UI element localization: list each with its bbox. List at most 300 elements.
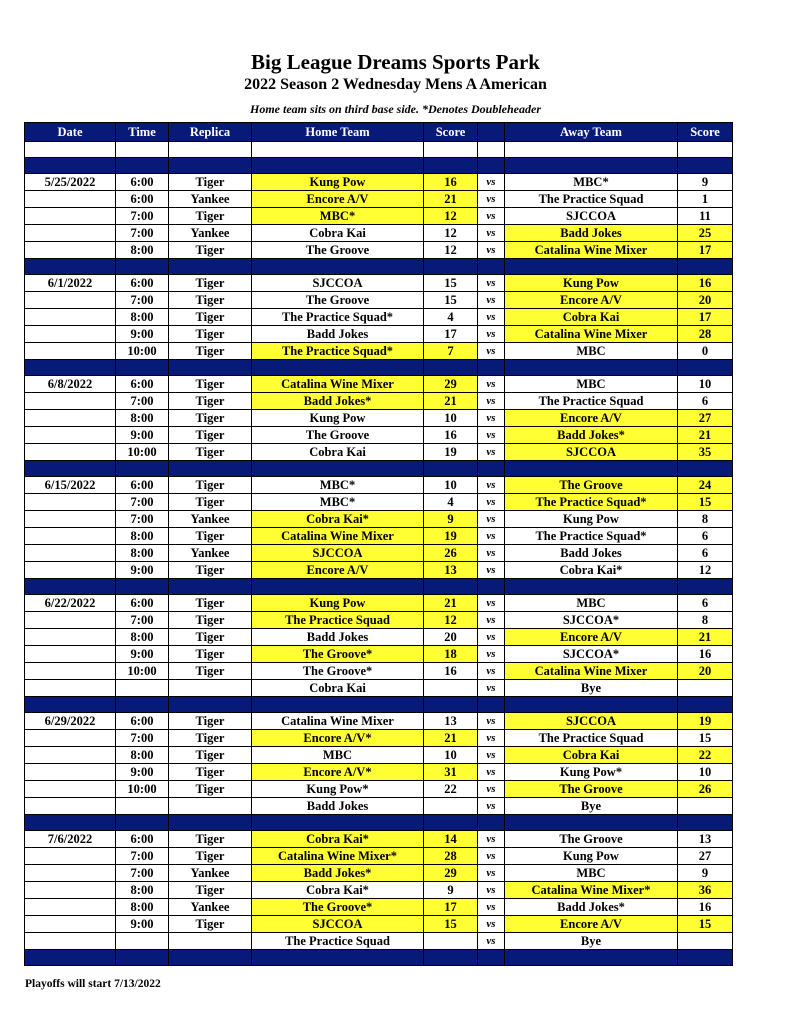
date-cell <box>25 629 116 646</box>
away-score-cell: 21 <box>678 629 733 646</box>
table-row <box>25 764 733 781</box>
spacer-cell <box>252 259 424 275</box>
time-cell: 6:00 <box>116 376 169 393</box>
table-row <box>25 646 733 663</box>
replica-cell: Tiger <box>169 309 252 326</box>
spacer-cell <box>25 697 116 713</box>
home-team-cell: MBC* <box>252 208 424 225</box>
replica-cell: Tiger <box>169 730 252 747</box>
vs-cell: vs <box>478 376 505 393</box>
home-team-cell: Encore A/V* <box>252 730 424 747</box>
time-cell: 9:00 <box>116 326 169 343</box>
date-cell <box>25 798 116 815</box>
vs-cell: vs <box>478 562 505 579</box>
away-score-cell: 15 <box>678 494 733 511</box>
date-cell <box>25 225 116 242</box>
date-cell <box>25 545 116 562</box>
home-team-cell: The Practice Squad* <box>252 343 424 360</box>
spacer-cell <box>169 158 252 174</box>
col-header-time: Time <box>116 123 169 142</box>
home-score-cell: 14 <box>424 831 478 848</box>
time-cell: 9:00 <box>116 427 169 444</box>
time-cell: 7:00 <box>116 393 169 410</box>
spacer-cell <box>505 259 678 275</box>
time-cell <box>116 933 169 950</box>
home-score-cell: 18 <box>424 646 478 663</box>
table-row <box>25 191 733 208</box>
home-team-cell: MBC <box>252 747 424 764</box>
week-divider <box>25 259 733 275</box>
spacer-cell <box>424 142 478 158</box>
home-score-cell: 12 <box>424 242 478 259</box>
home-score-cell: 16 <box>424 174 478 191</box>
away-score-cell: 13 <box>678 831 733 848</box>
table-row <box>25 326 733 343</box>
replica-cell: Tiger <box>169 764 252 781</box>
home-team-cell: Badd Jokes* <box>252 865 424 882</box>
table-row <box>25 410 733 427</box>
date-cell <box>25 292 116 309</box>
vs-cell: vs <box>478 528 505 545</box>
time-cell: 7:00 <box>116 612 169 629</box>
away-team-cell: Catalina Wine Mixer* <box>505 882 678 899</box>
page-note: Home team sits on third base side. *Denotes Doubleheader <box>250 102 541 116</box>
home-team-cell: MBC* <box>252 477 424 494</box>
home-team-cell: Badd Jokes* <box>252 393 424 410</box>
spacer-cell <box>116 259 169 275</box>
spacer-cell <box>169 461 252 477</box>
date-cell: 7/6/2022 <box>25 831 116 848</box>
week-divider <box>25 579 733 595</box>
away-team-cell: The Groove <box>505 781 678 798</box>
replica-cell: Tiger <box>169 444 252 461</box>
vs-cell: vs <box>478 208 505 225</box>
away-score-cell: 25 <box>678 225 733 242</box>
date-cell: 5/25/2022 <box>25 174 116 191</box>
replica-cell: Tiger <box>169 410 252 427</box>
away-team-cell: Cobra Kai <box>505 309 678 326</box>
home-team-cell: Badd Jokes <box>252 629 424 646</box>
time-cell: 9:00 <box>116 764 169 781</box>
home-score-cell: 13 <box>424 562 478 579</box>
vs-cell: vs <box>478 326 505 343</box>
home-team-cell: The Practice Squad <box>252 933 424 950</box>
date-cell <box>25 612 116 629</box>
replica-cell: Tiger <box>169 595 252 612</box>
page-subtitle: 2022 Season 2 Wednesday Mens A American <box>244 76 547 93</box>
spacer-cell <box>505 950 678 966</box>
away-team-cell: MBC <box>505 343 678 360</box>
col-header-away-score: Score <box>678 123 733 142</box>
away-score-cell: 15 <box>678 730 733 747</box>
spacer-cell <box>116 950 169 966</box>
col-header-date: Date <box>25 123 116 142</box>
replica-cell: Yankee <box>169 865 252 882</box>
spacer-cell <box>478 950 505 966</box>
replica-cell: Tiger <box>169 747 252 764</box>
table-row <box>25 798 733 815</box>
home-score-cell: 4 <box>424 309 478 326</box>
away-score-cell: 9 <box>678 865 733 882</box>
home-score-cell <box>424 798 478 815</box>
home-team-cell: SJCCOA <box>252 275 424 292</box>
spacer-cell <box>169 259 252 275</box>
spacer-cell <box>505 461 678 477</box>
time-cell: 9:00 <box>116 646 169 663</box>
table-row <box>25 865 733 882</box>
home-team-cell: SJCCOA <box>252 916 424 933</box>
away-score-cell: 17 <box>678 242 733 259</box>
away-score-cell: 16 <box>678 899 733 916</box>
home-score-cell: 9 <box>424 882 478 899</box>
table-row <box>25 595 733 612</box>
date-cell: 6/1/2022 <box>25 275 116 292</box>
home-score-cell: 21 <box>424 191 478 208</box>
away-score-cell: 10 <box>678 376 733 393</box>
vs-cell: vs <box>478 494 505 511</box>
away-team-cell: Bye <box>505 798 678 815</box>
home-score-cell: 28 <box>424 848 478 865</box>
spacer-cell <box>25 579 116 595</box>
spacer-cell <box>678 579 733 595</box>
replica-cell: Tiger <box>169 275 252 292</box>
week-divider <box>25 815 733 831</box>
time-cell: 6:00 <box>116 477 169 494</box>
time-cell: 7:00 <box>116 208 169 225</box>
vs-cell: vs <box>478 444 505 461</box>
vs-cell: vs <box>478 595 505 612</box>
away-score-cell: 6 <box>678 528 733 545</box>
week-divider <box>25 697 733 713</box>
spacer-cell <box>678 142 733 158</box>
replica-cell: Tiger <box>169 393 252 410</box>
date-cell: 6/15/2022 <box>25 477 116 494</box>
home-score-cell: 15 <box>424 275 478 292</box>
vs-cell: vs <box>478 629 505 646</box>
date-cell <box>25 410 116 427</box>
col-header-replica: Replica <box>169 123 252 142</box>
date-cell <box>25 646 116 663</box>
time-cell: 7:00 <box>116 494 169 511</box>
spacer-cell <box>505 158 678 174</box>
time-cell <box>116 680 169 697</box>
table-row <box>25 376 733 393</box>
away-team-cell: The Groove <box>505 831 678 848</box>
table-row <box>25 528 733 545</box>
away-team-cell: Catalina Wine Mixer <box>505 326 678 343</box>
home-score-cell: 15 <box>424 916 478 933</box>
spacer-cell <box>678 697 733 713</box>
home-team-cell: Cobra Kai* <box>252 511 424 528</box>
home-team-cell: Encore A/V <box>252 562 424 579</box>
table-row <box>25 275 733 292</box>
time-cell: 6:00 <box>116 191 169 208</box>
away-score-cell: 35 <box>678 444 733 461</box>
away-team-cell: Kung Pow <box>505 275 678 292</box>
home-score-cell: 12 <box>424 208 478 225</box>
spacer-cell <box>424 158 478 174</box>
schedule-table <box>24 122 733 966</box>
home-score-cell: 12 <box>424 225 478 242</box>
away-score-cell: 6 <box>678 595 733 612</box>
spacer-cell <box>252 142 424 158</box>
home-team-cell: Cobra Kai <box>252 225 424 242</box>
spacer-cell <box>424 579 478 595</box>
date-cell <box>25 343 116 360</box>
table-row <box>25 831 733 848</box>
spacer-cell <box>252 950 424 966</box>
table-row <box>25 208 733 225</box>
replica-cell: Yankee <box>169 191 252 208</box>
away-score-cell: 12 <box>678 562 733 579</box>
away-team-cell: MBC <box>505 595 678 612</box>
replica-cell: Tiger <box>169 292 252 309</box>
away-team-cell: Kung Pow* <box>505 764 678 781</box>
spacer-cell <box>169 697 252 713</box>
vs-cell: vs <box>478 309 505 326</box>
date-cell <box>25 747 116 764</box>
vs-cell: vs <box>478 292 505 309</box>
away-team-cell: Catalina Wine Mixer <box>505 663 678 680</box>
spacer-cell <box>505 697 678 713</box>
replica-cell: Tiger <box>169 882 252 899</box>
spacer-cell <box>252 461 424 477</box>
away-score-cell: 22 <box>678 747 733 764</box>
spacer-cell <box>478 142 505 158</box>
replica-cell: Tiger <box>169 326 252 343</box>
vs-cell: vs <box>478 612 505 629</box>
vs-cell: vs <box>478 848 505 865</box>
vs-cell: vs <box>478 865 505 882</box>
replica-cell: Tiger <box>169 242 252 259</box>
home-score-cell: 16 <box>424 427 478 444</box>
home-team-cell: SJCCOA <box>252 545 424 562</box>
table-row <box>25 629 733 646</box>
date-cell <box>25 663 116 680</box>
table-row <box>25 663 733 680</box>
replica-cell: Tiger <box>169 916 252 933</box>
replica-cell: Tiger <box>169 663 252 680</box>
home-team-cell: Encore A/V <box>252 191 424 208</box>
spacer-cell <box>478 697 505 713</box>
vs-cell: vs <box>478 916 505 933</box>
vs-cell: vs <box>478 933 505 950</box>
date-cell <box>25 528 116 545</box>
replica-cell: Tiger <box>169 612 252 629</box>
table-row <box>25 292 733 309</box>
vs-cell: vs <box>478 798 505 815</box>
spacer-cell <box>424 461 478 477</box>
home-team-cell: The Groove <box>252 292 424 309</box>
home-score-cell: 16 <box>424 663 478 680</box>
vs-cell: vs <box>478 899 505 916</box>
home-score-cell: 10 <box>424 747 478 764</box>
vs-cell: vs <box>478 242 505 259</box>
spacer-cell <box>25 142 116 158</box>
replica-cell: Tiger <box>169 848 252 865</box>
date-cell <box>25 764 116 781</box>
home-team-cell: Badd Jokes <box>252 798 424 815</box>
spacer-cell <box>25 259 116 275</box>
time-cell: 7:00 <box>116 511 169 528</box>
home-score-cell: 29 <box>424 865 478 882</box>
away-team-cell: SJCCOA <box>505 444 678 461</box>
table-row <box>25 747 733 764</box>
spacer-cell <box>424 360 478 376</box>
date-cell <box>25 242 116 259</box>
spacer-cell <box>252 697 424 713</box>
spacer-cell <box>478 579 505 595</box>
spacer-cell <box>169 579 252 595</box>
home-score-cell: 12 <box>424 612 478 629</box>
vs-cell: vs <box>478 343 505 360</box>
table-row <box>25 916 733 933</box>
home-team-cell: Catalina Wine Mixer <box>252 376 424 393</box>
time-cell: 7:00 <box>116 292 169 309</box>
date-cell <box>25 562 116 579</box>
vs-cell: vs <box>478 680 505 697</box>
spacer-cell <box>424 697 478 713</box>
table-row <box>25 174 733 191</box>
away-score-cell: 20 <box>678 292 733 309</box>
spacer-cell <box>25 950 116 966</box>
away-score-cell: 15 <box>678 916 733 933</box>
replica-cell: Tiger <box>169 528 252 545</box>
time-cell: 7:00 <box>116 225 169 242</box>
replica-cell: Yankee <box>169 545 252 562</box>
time-cell: 8:00 <box>116 899 169 916</box>
spacer-cell <box>25 158 116 174</box>
home-team-cell: Cobra Kai <box>252 680 424 697</box>
vs-cell: vs <box>478 831 505 848</box>
date-cell: 6/8/2022 <box>25 376 116 393</box>
home-team-cell: Catalina Wine Mixer* <box>252 848 424 865</box>
home-team-cell: Badd Jokes <box>252 326 424 343</box>
replica-cell: Tiger <box>169 427 252 444</box>
home-team-cell: Cobra Kai* <box>252 882 424 899</box>
away-team-cell: Catalina Wine Mixer <box>505 242 678 259</box>
replica-cell: Yankee <box>169 511 252 528</box>
away-score-cell <box>678 798 733 815</box>
time-cell: 8:00 <box>116 747 169 764</box>
spacer-cell <box>252 360 424 376</box>
replica-cell <box>169 933 252 950</box>
date-cell <box>25 191 116 208</box>
home-score-cell: 13 <box>424 713 478 730</box>
away-team-cell: The Practice Squad* <box>505 494 678 511</box>
week-divider <box>25 461 733 477</box>
date-cell <box>25 511 116 528</box>
replica-cell: Tiger <box>169 208 252 225</box>
time-cell: 10:00 <box>116 663 169 680</box>
spacer-cell <box>678 360 733 376</box>
spacer-cell <box>678 259 733 275</box>
spacer-cell <box>678 158 733 174</box>
away-score-cell: 24 <box>678 477 733 494</box>
time-cell: 8:00 <box>116 242 169 259</box>
home-score-cell: 21 <box>424 730 478 747</box>
table-row <box>25 343 733 360</box>
vs-cell: vs <box>478 646 505 663</box>
away-team-cell: SJCCOA <box>505 713 678 730</box>
replica-cell: Tiger <box>169 629 252 646</box>
vs-cell: vs <box>478 663 505 680</box>
vs-cell: vs <box>478 174 505 191</box>
away-team-cell: Encore A/V <box>505 629 678 646</box>
replica-cell: Tiger <box>169 343 252 360</box>
home-score-cell: 7 <box>424 343 478 360</box>
home-team-cell: The Practice Squad <box>252 612 424 629</box>
table-row <box>25 680 733 697</box>
home-score-cell: 22 <box>424 781 478 798</box>
replica-cell: Tiger <box>169 174 252 191</box>
replica-cell: Tiger <box>169 477 252 494</box>
replica-cell: Tiger <box>169 494 252 511</box>
away-team-cell: MBC <box>505 865 678 882</box>
spacer-cell <box>678 815 733 831</box>
away-score-cell: 36 <box>678 882 733 899</box>
replica-cell: Yankee <box>169 225 252 242</box>
spacer-cell <box>678 950 733 966</box>
time-cell: 7:00 <box>116 730 169 747</box>
table-row <box>25 899 733 916</box>
away-team-cell: Cobra Kai* <box>505 562 678 579</box>
away-team-cell: Badd Jokes <box>505 225 678 242</box>
date-cell <box>25 680 116 697</box>
home-team-cell: The Groove <box>252 427 424 444</box>
home-score-cell: 17 <box>424 899 478 916</box>
spacer-cell <box>505 579 678 595</box>
vs-cell: vs <box>478 545 505 562</box>
blank-row <box>25 142 733 158</box>
home-team-cell: Kung Pow <box>252 410 424 427</box>
home-team-cell: The Groove* <box>252 663 424 680</box>
col-header-home-score: Score <box>424 123 478 142</box>
date-cell <box>25 208 116 225</box>
replica-cell: Yankee <box>169 899 252 916</box>
home-score-cell: 31 <box>424 764 478 781</box>
time-cell: 8:00 <box>116 882 169 899</box>
vs-cell: vs <box>478 781 505 798</box>
spacer-cell <box>478 461 505 477</box>
vs-cell: vs <box>478 477 505 494</box>
spacer-cell <box>169 950 252 966</box>
away-team-cell: The Practice Squad* <box>505 528 678 545</box>
home-team-cell: The Groove* <box>252 899 424 916</box>
time-cell: 10:00 <box>116 343 169 360</box>
away-score-cell: 10 <box>678 764 733 781</box>
away-team-cell: Badd Jokes* <box>505 899 678 916</box>
date-cell <box>25 899 116 916</box>
vs-cell: vs <box>478 393 505 410</box>
away-score-cell: 19 <box>678 713 733 730</box>
away-team-cell: The Practice Squad <box>505 191 678 208</box>
vs-cell: vs <box>478 511 505 528</box>
spacer-cell <box>505 815 678 831</box>
time-cell: 8:00 <box>116 629 169 646</box>
spacer-cell <box>116 461 169 477</box>
home-score-cell <box>424 933 478 950</box>
spacer-cell <box>478 360 505 376</box>
home-team-cell: Catalina Wine Mixer <box>252 713 424 730</box>
date-cell <box>25 933 116 950</box>
table-header-row <box>25 123 733 142</box>
away-score-cell: 6 <box>678 393 733 410</box>
date-cell <box>25 730 116 747</box>
away-team-cell: SJCCOA* <box>505 646 678 663</box>
table-row <box>25 494 733 511</box>
away-team-cell: Cobra Kai <box>505 747 678 764</box>
